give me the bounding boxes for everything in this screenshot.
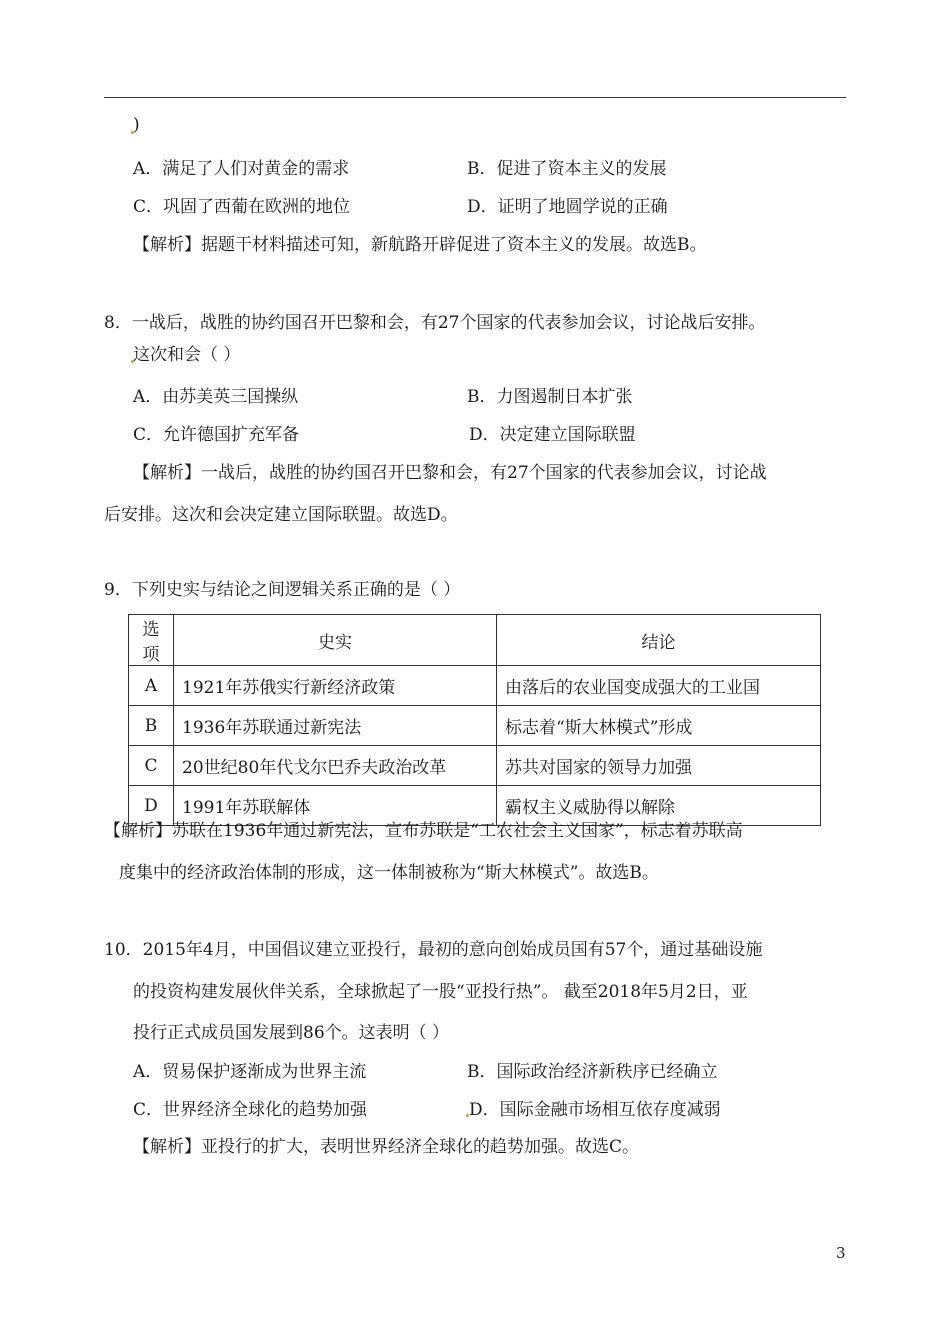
q8-stem-line2: 这次和会（ ） [133, 345, 241, 365]
q8-option-b: B．力图遏制日本扩张 [467, 387, 633, 407]
table-header-row [129, 615, 821, 666]
row-option: C [129, 746, 174, 786]
row-fact: 1921年苏俄实行新经济政策 [174, 666, 497, 706]
q10-analysis: 【解析】亚投行的扩大，表明世界经济全球化的趋势加强。故选C。 [133, 1137, 640, 1157]
row-fact: 20世纪80年代戈尔巴乔夫政治改革 [174, 746, 497, 786]
row-conclusion: 由落后的农业国变成强大的工业国 [497, 666, 821, 706]
q8-option-c: C．允许德国扩充军备 [133, 425, 300, 445]
q10-stem-line3: 投行正式成员国发展到86个。这表明（ ） [133, 1023, 450, 1043]
q9-analysis-line1: 【解析】苏联在1936年通过新宪法，宣布苏联是“工农社会主义国家”，标志着苏联高 [104, 821, 743, 841]
q7-analysis: 【解析】据题干材料描述可知，新航路开辟促进了资本主义的发展。故选B。 [133, 235, 707, 255]
q7-option-a: A．满足了人们对黄金的需求 [133, 159, 350, 179]
q7-option-b: B．促进了资本主义的发展 [467, 159, 667, 179]
page-number: 3 [836, 1244, 846, 1262]
q10-option-b: B．国际政治经济新秩序已经确立 [467, 1062, 718, 1082]
q10-option-d: D．国际金融市场相互依存度减弱 [469, 1100, 721, 1120]
q10-option-a: A．贸易保护逐渐成为世界主流 [133, 1062, 367, 1082]
q8-analysis-line2: 后安排。这次和会决定建立国际联盟。故选D。 [104, 505, 458, 525]
row-conclusion: 霸权主义威胁得以解除 [497, 786, 821, 826]
q10-stem-line2: 的投资构建发展伙伴关系，全球掀起了一股“亚投行热”。 截至2018年5月2日，亚 [133, 982, 748, 1002]
row-fact: 1936年苏联通过新宪法 [174, 706, 497, 746]
row-option: A [129, 666, 174, 706]
q8-option-d: D．决定建立国际联盟 [469, 425, 636, 445]
q7-option-c: C．巩固了西葡在欧洲的地位 [133, 197, 351, 217]
table-row [129, 666, 821, 706]
q7-tail: ) [133, 115, 140, 135]
q8-option-a: A．由苏美英三国操纵 [133, 387, 299, 407]
q9-stem: 9．下列史实与结论之间逻辑关系正确的是（ ） [104, 580, 461, 600]
q7-option-d: D．证明了地圆学说的正确 [467, 197, 668, 217]
header-conclusion: 结论 [497, 615, 821, 666]
q8-analysis-line1: 【解析】一战后，战胜的协约国召开巴黎和会，有27个国家的代表参加会议，讨论战 [133, 463, 767, 483]
header-fact: 史实 [174, 615, 497, 666]
q10-option-c: C．世界经济全球化的趋势加强 [133, 1100, 368, 1120]
header-option: 选项 [129, 615, 174, 666]
table-row [129, 746, 821, 786]
history-table [128, 614, 821, 826]
q9-analysis-line2: 度集中的经济政治体制的形成，这一体制被称为“斯大林模式”。故选B。 [119, 863, 659, 883]
header-rule [104, 97, 846, 98]
row-fact: 1991年苏联解体 [174, 786, 497, 826]
row-option: B [129, 706, 174, 746]
q8-stem-line1: 8．一战后，战胜的协约国召开巴黎和会，有27个国家的代表参加会议，讨论战后安排。 [104, 313, 766, 333]
row-conclusion: 苏共对国家的领导力加强 [497, 746, 821, 786]
table-row [129, 706, 821, 746]
row-conclusion: 标志着“斯大林模式”形成 [497, 706, 821, 746]
row-option: D [129, 786, 174, 826]
q10-stem-line1: 10．2015年4月，中国倡议建立亚投行，最初的意向创始成员国有57个，通过基础设施 [104, 940, 763, 960]
